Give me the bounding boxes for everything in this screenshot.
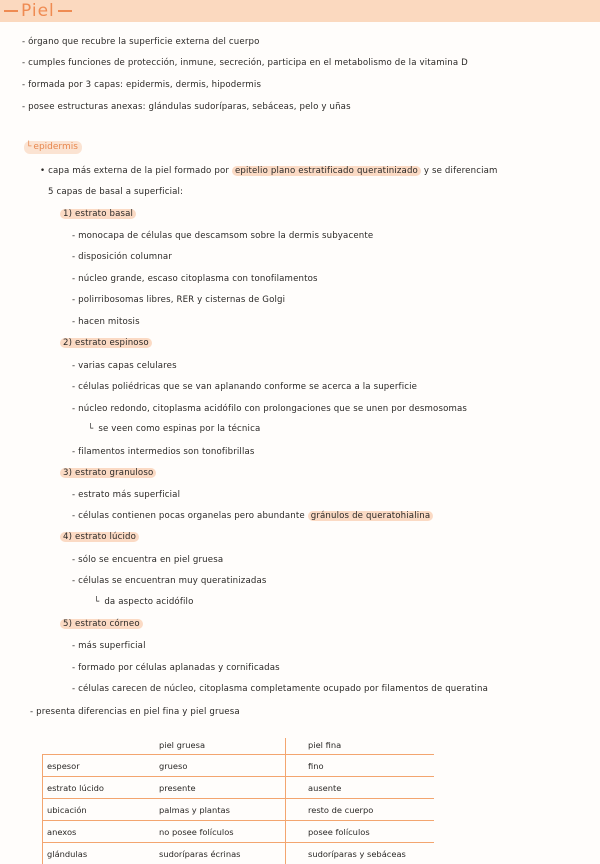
list-item: - células poliédricas que se van aplanando conforme se acerca a la superficie (72, 381, 417, 393)
list-item: - filamentos intermedios son tonofibrillas (72, 446, 255, 458)
table-intro: - presenta diferencias en piel fina y piel gruesa (30, 706, 240, 718)
table-cell: anexos (43, 821, 138, 843)
table-cell: posee folículos (286, 821, 435, 843)
corner-arrow-icon: └ (94, 597, 99, 607)
title-block (4, 2, 72, 20)
table-cell: espesor (43, 755, 138, 777)
desc-post: y se diferenciam (424, 166, 498, 176)
table-cell: estrato lúcido (43, 777, 138, 799)
list-item: - sólo se encuentra en piel gruesa (72, 554, 223, 566)
list-item-text: - células contienen pocas organelas pero abundante (72, 511, 305, 521)
stratum-heading-label: 5) estrato córneo (60, 619, 143, 629)
list-item (72, 510, 433, 522)
corner-arrow-icon: └ (26, 142, 31, 152)
table-cell: palmas y plantas (137, 799, 286, 821)
intro-line: - órgano que recubre la superficie externa del cuerpo (22, 36, 260, 48)
table-cell: grueso (137, 755, 286, 777)
list-item: - disposición columnar (72, 251, 172, 263)
desc-line-2: 5 capas de basal a superficial: (48, 186, 183, 198)
table-header-row (43, 738, 435, 755)
list-item: - formado por células aplanadas y cornificadas (72, 662, 280, 674)
stratum-heading-label: 4) estrato lúcido (60, 532, 139, 542)
subnote-text: da aspecto acidófilo (104, 597, 193, 607)
list-item: - células carecen de núcleo, citoplasma completamente ocupado por filamentos de queratina (72, 683, 488, 695)
table-row (43, 821, 435, 843)
subnote (94, 596, 194, 608)
table-cell: no posee folículos (137, 821, 286, 843)
section-heading-label: epidermis (33, 142, 78, 152)
intro-line: - cumples funciones de protección, inmune, secreción, participa en el metabolismo de la vitamina D (22, 57, 468, 69)
list-item: - núcleo redondo, citoplasma acidófilo con prolongaciones que se unen por desmosomas (72, 403, 467, 415)
list-item: - más superficial (72, 640, 146, 652)
desc-pre: • capa más externa de la piel formado por (40, 166, 229, 176)
stratum-heading-label: 2) estrato espinoso (60, 338, 152, 348)
table-cell: sudoríparas y sebáceas (286, 843, 435, 864)
comparison-table (42, 738, 434, 864)
title-dash-right (58, 10, 72, 12)
list-item-highlight: gránulos de queratohialina (308, 511, 434, 521)
list-item: - núcleo grande, escaso citoplasma con tonofilamentos (72, 273, 318, 285)
list-item: - estrato más superficial (72, 489, 180, 501)
table-header-corner (43, 738, 138, 755)
table-cell: presente (137, 777, 286, 799)
table-cell: resto de cuerpo (286, 799, 435, 821)
table-cell: fino (286, 755, 435, 777)
section-heading (24, 141, 82, 154)
table-row (43, 755, 435, 777)
table-row (43, 843, 435, 864)
intro-line: - posee estructuras anexas: glándulas sudoríparas, sebáceas, pelo y uñas (22, 101, 351, 113)
intro-line: - formada por 3 capas: epidermis, dermis, hipodermis (22, 79, 261, 91)
stratum-heading (60, 531, 139, 543)
desc-highlight: epitelio plano estratificado queratinizado (232, 166, 421, 176)
table-cell: ubicación (43, 799, 138, 821)
table-row (43, 799, 435, 821)
stratum-heading (60, 467, 156, 479)
epidermis-description (40, 165, 498, 177)
list-item: - polirribosomas libres, RER y cisternas de Golgi (72, 294, 285, 306)
stratum-heading-label: 1) estrato basal (60, 209, 136, 219)
list-item: - varias capas celulares (72, 360, 177, 372)
subnote (88, 423, 260, 435)
corner-arrow-icon: └ (88, 424, 93, 434)
table-cell: ausente (286, 777, 435, 799)
header-band (0, 0, 600, 22)
title-dash-left (4, 10, 18, 12)
table-header: piel gruesa (137, 738, 286, 755)
list-item: - hacen mitosis (72, 316, 140, 328)
table-row (43, 777, 435, 799)
page-title: Piel (21, 2, 55, 20)
stratum-heading-label: 3) estrato granuloso (60, 468, 156, 478)
stratum-heading (60, 618, 143, 630)
list-item: - células se encuentran muy queratinizadas (72, 575, 267, 587)
subnote-text: se veen como espinas por la técnica (98, 424, 260, 434)
stratum-heading (60, 337, 152, 349)
table-cell: glándulas (43, 843, 138, 864)
list-item: - monocapa de células que descamsom sobre la dermis subyacente (72, 230, 373, 242)
stratum-heading (60, 208, 136, 220)
table-cell: sudoríparas écrinas (137, 843, 286, 864)
table-header: piel fina (286, 738, 435, 755)
